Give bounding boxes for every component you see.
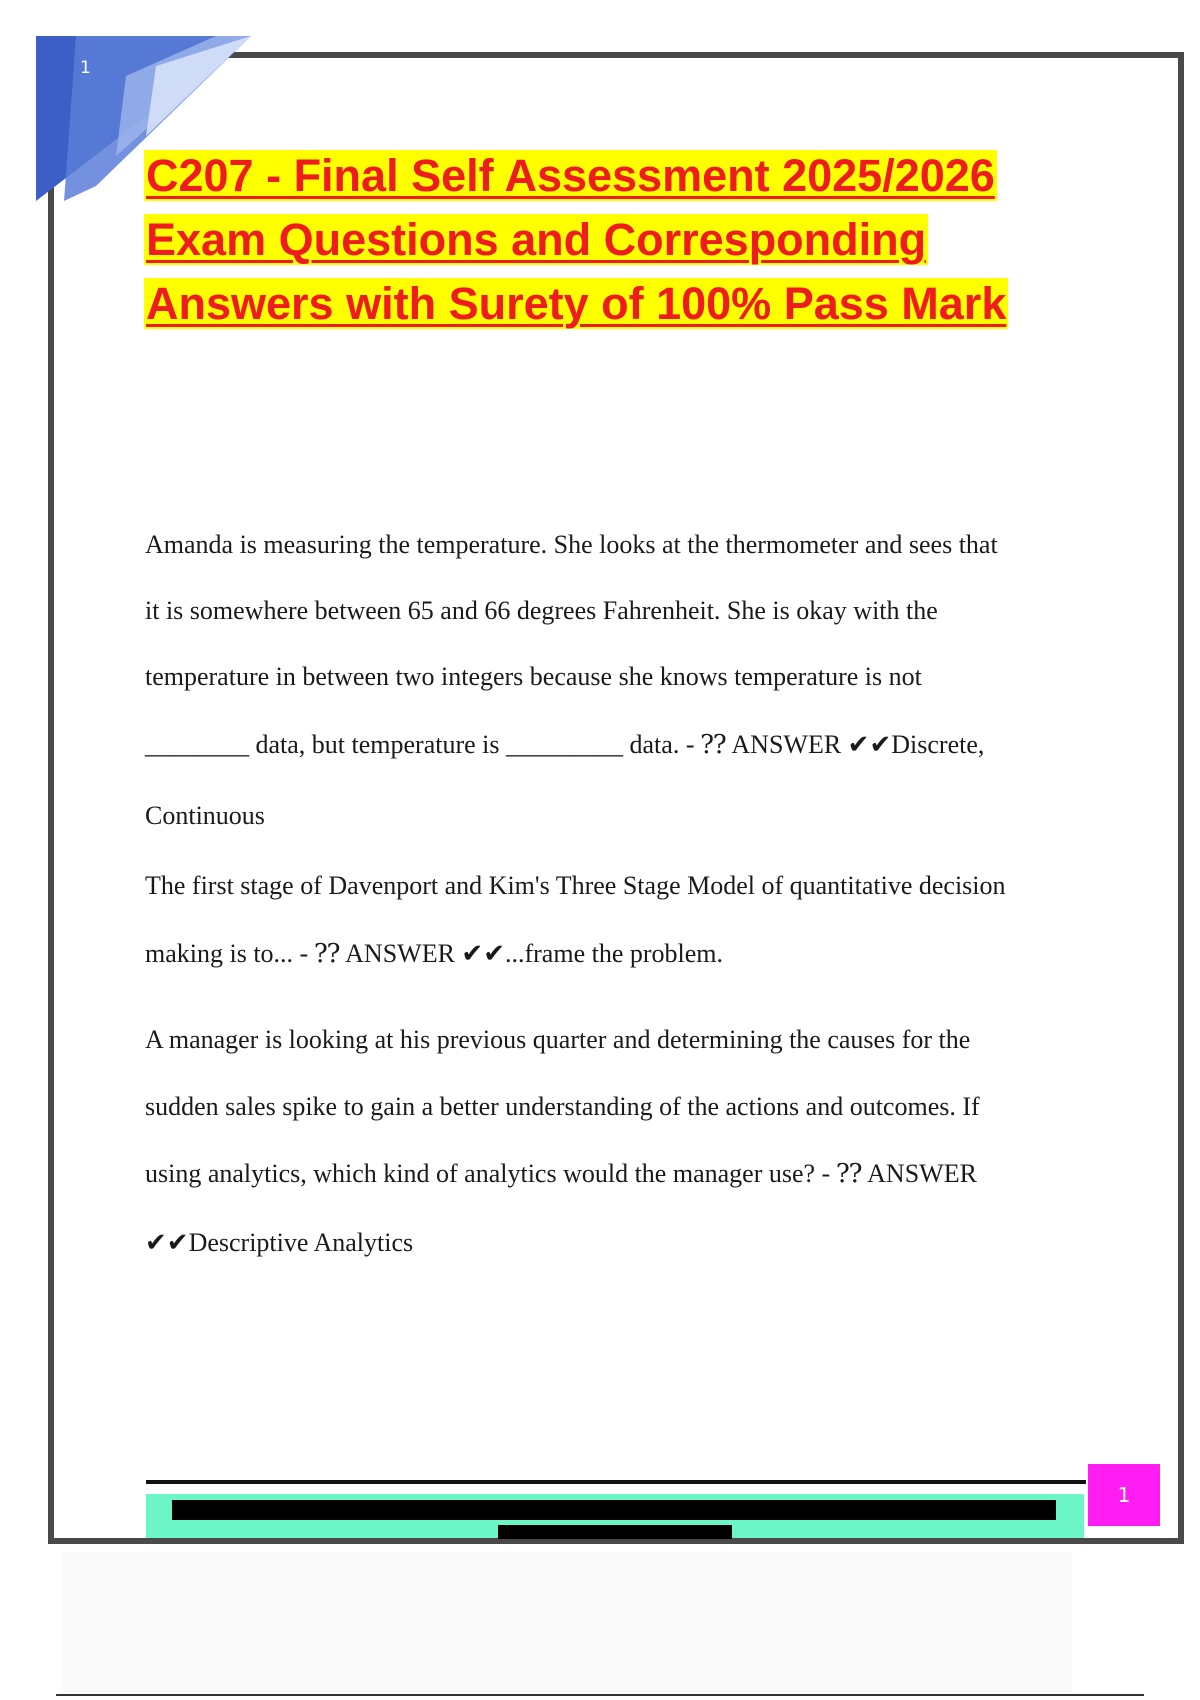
footer-rule [146, 1480, 1086, 1484]
page-number-badge: 1 [1088, 1464, 1160, 1526]
footer-redaction-bar [172, 1500, 1056, 1520]
qa-line: ✔✔Descriptive Analytics [145, 1228, 414, 1257]
bottom-rule [56, 1694, 1144, 1696]
corner-page-number: 1 [80, 58, 91, 78]
qa-line: temperature in between two integers because she knows temperature is not [145, 662, 922, 691]
next-page-preview [62, 1552, 1072, 1692]
title-line-3: Answers with Surety of 100% Pass Mark [146, 278, 1007, 329]
title-line-1: C207 - Final Self Assessment 2025/2026 [146, 150, 995, 201]
qa-line: The first stage of Davenport and Kim's Three Stage Model of quantitative decision [145, 871, 1006, 900]
title-line-2: Exam Questions and Corresponding [146, 214, 927, 265]
footer-redaction-bar-short [498, 1525, 732, 1539]
qa-item-1 [145, 512, 1090, 852]
qa-item-2 [145, 852, 1090, 988]
qa-line: using analytics, which kind of analytics would the manager use? - ⁇ ANSWER [145, 1159, 977, 1188]
qa-line: Continuous [145, 801, 265, 830]
qa-line: ________ data, but temperature is _________ data. - ⁇ ANSWER ✔✔Discrete, [145, 730, 985, 759]
document-title [144, 144, 1104, 336]
qa-line: sudden sales spike to gain a better understanding of the actions and outcomes. If [145, 1092, 980, 1121]
qa-line: making is to... - ⁇ ANSWER ✔✔...frame the problem. [145, 939, 724, 968]
qa-line: Amanda is measuring the temperature. She looks at the thermometer and sees that [145, 530, 998, 559]
qa-item-3 [145, 1006, 1090, 1279]
qa-line: A manager is looking at his previous quarter and determining the causes for the [145, 1025, 971, 1054]
qa-line: it is somewhere between 65 and 66 degrees Fahrenheit. She is okay with the [145, 596, 938, 625]
